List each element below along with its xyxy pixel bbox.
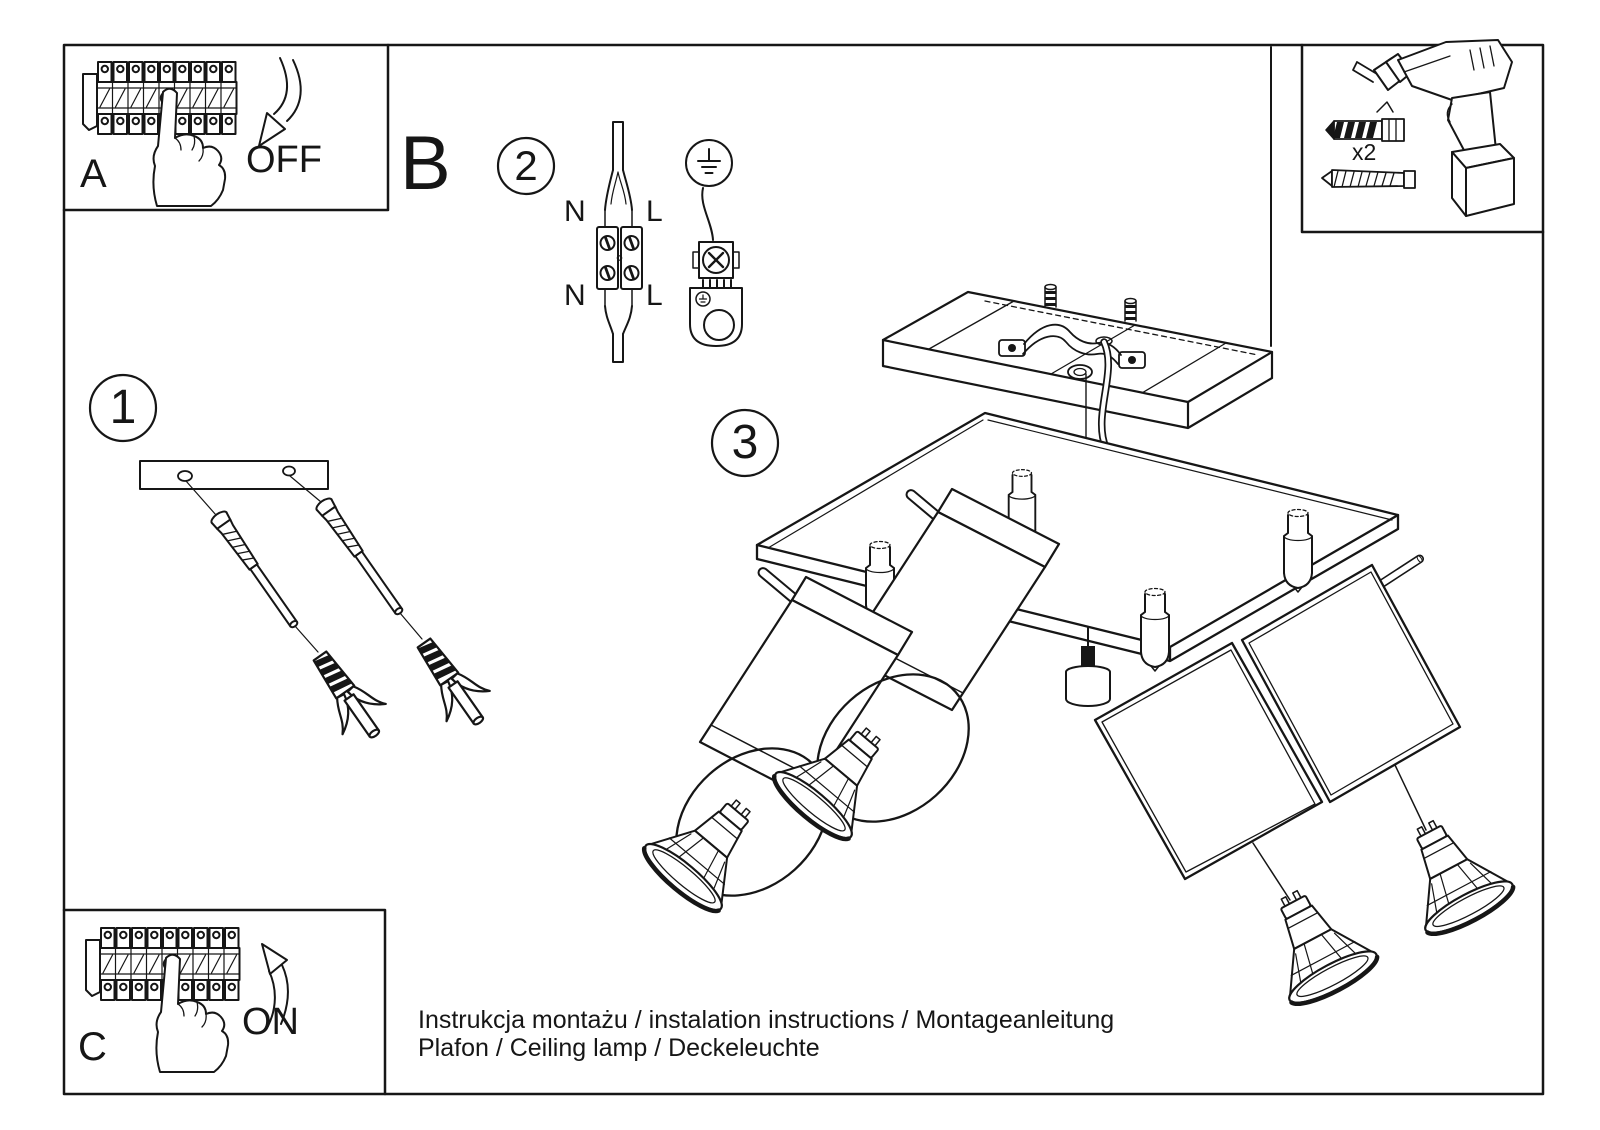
- anchor-quantity-label: x2: [1352, 139, 1377, 165]
- footer-title-line: Instrukcja montażu / instalation instructions / Montageanleitung: [418, 1006, 1115, 1034]
- ground-terminal-figure: [690, 188, 742, 346]
- step-3-number: 3: [731, 416, 759, 469]
- step-1-number: 1: [109, 381, 137, 434]
- off-arrow-icon: [259, 58, 301, 146]
- wall-plug-anchor-icon: [1326, 102, 1404, 141]
- off-label: OFF: [246, 139, 322, 181]
- terminal-l-top-label: L: [646, 195, 663, 228]
- section-c-label: C: [78, 1025, 107, 1069]
- mounting-screw-icon: [1322, 170, 1415, 188]
- terminal-l-bottom-label: L: [646, 279, 663, 312]
- terminal-n-bottom-label: N: [564, 279, 586, 312]
- earth-symbol-icon: [686, 140, 732, 186]
- ceiling-plate-figure: [883, 285, 1272, 429]
- on-label: ON: [242, 1001, 299, 1043]
- screws-and-anchors-figure: [186, 476, 501, 751]
- section-a-label: A: [80, 152, 107, 196]
- step-2-number: 2: [514, 142, 538, 189]
- section-b-label: B: [400, 121, 451, 206]
- footer-product-line: Plafon / Ceiling lamp / Deckeleuchte: [418, 1034, 820, 1062]
- terminal-block-figure: [597, 227, 642, 289]
- breaker-panel-on-figure: [86, 928, 240, 1072]
- terminal-n-top-label: N: [564, 195, 586, 228]
